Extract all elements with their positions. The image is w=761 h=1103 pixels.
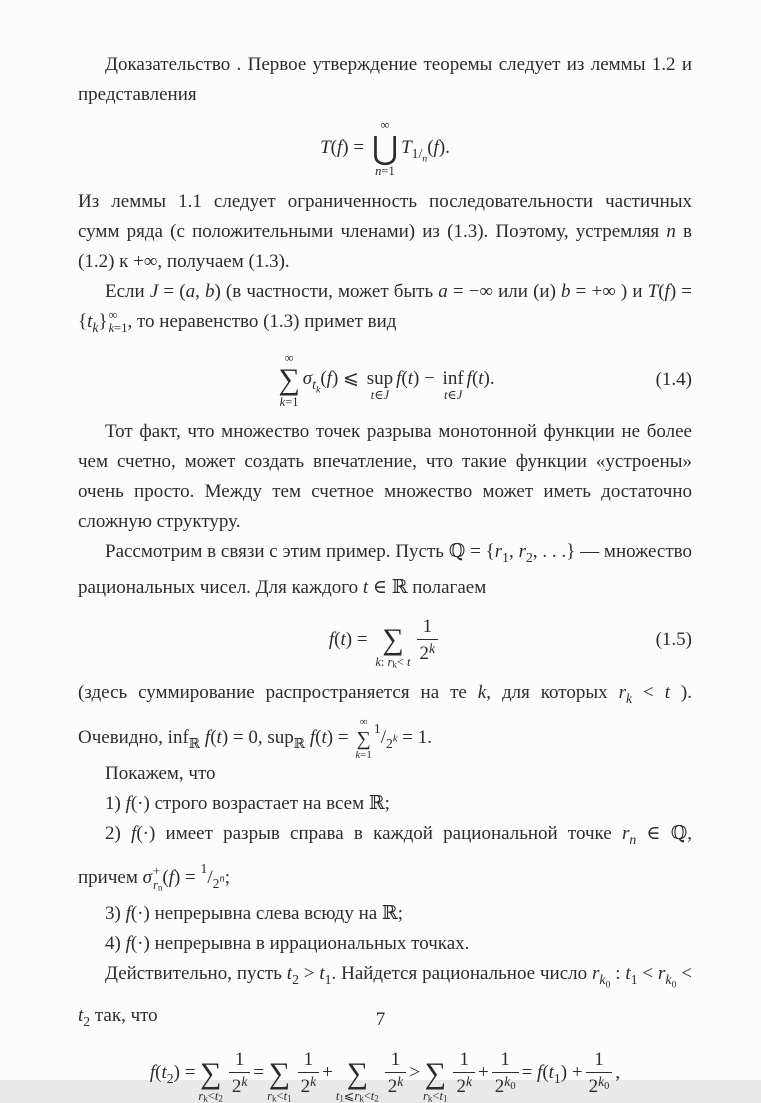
list-item-3: 3) f(·) непрерывна слева всюду на ℝ; (105, 903, 403, 925)
paragraph-interval: Если J = (a, b) (в частности, может быть a = −∞ или (и) b = +∞ ) и $T(f) = \{t_k\}$ ∞ k=1 , то неравенство (1.3) примет вид (78, 280, 692, 336)
formula-union-body: T(f) = ∞ ⋃ n=1 $T_{1/n}(f)$. (320, 118, 450, 179)
formula-tag-1-5: (1.5) (655, 629, 692, 651)
paragraph-summation-note: (здесь суммирование распространяется на те k, для которых $r_k < t$ ). Очевидно, inf$_ℝ$ f(t) = 0, sup$_ℝ$ f(t) = ∞ ∑ k=1 $^1/_2k = 1$. (78, 681, 692, 761)
paragraph-lemma-bound: Из леммы 1.1 следует ограниченность последовательности частичных сумм ряда (с положительными членами) из (1.3). Поэтому, устремляя n в (1.2) к +∞, получаем (1.3). (78, 190, 692, 272)
formula-f-definition-body: f(t) = ∑ k: rk< t $\frac{1}{2^k}$ (329, 629, 441, 650)
formula-variation-sum-body: ∞ ∑ k=1 $\sigma_{tk}(f)$ ⩽ sup t∈J f(t) − inf t∈J f(t). (278, 350, 495, 409)
paragraph-show-intro: Покажем, что (105, 762, 216, 784)
formula-tag-1-4: (1.4) (655, 368, 692, 390)
list-item-2: 2) f(·) имеет разрыв справа в каждой рациональной точке $r_n$ ∈ ℚ, причем σ + rn $(f) = ^1/_2n$; (78, 822, 693, 893)
paragraph-indeed: Действительно, пусть $t_2 > t_1$. Найдется рациональное число $r_{k0}$ : $t_1 < r_{k0} < t_2$ так, что (78, 963, 693, 1029)
formula-monotonicity-chain-body: $f(t_2)$ = ∑ rk<t2 $\frac{1}{2^k}$ = ∑ rk<t1 $\frac{1}{2^k}$ + ∑ t1⩽rk<t2 $\frac{1}{2^k}$ > ∑ rk<t1 $\frac{1}{2^k}$ + $\frac{1}{2^k0}$ = $f(t_1)$ + $\frac{1}{2^k0}$ , (149, 1049, 621, 1103)
list-item-1: 1) f(·) строго возрастает на всем ℝ; (105, 792, 390, 814)
formula-union (78, 118, 692, 179)
formula-variation-sum (78, 351, 692, 410)
list-item-4: 4) f(·) непрерывна в иррациональных точках. (105, 933, 470, 955)
page-number: 7 (375, 1009, 386, 1030)
formula-monotonicity-chain (78, 1045, 692, 1103)
formula-f-definition (78, 611, 692, 670)
paragraph-discontinuity-set: Тот факт, что множество точек разрыва монотонной функции не более чем счетно, может создать впечатление, что такие функции «устроены» очень просто. Между тем счетное множество может иметь достаточно сложную структуру. (78, 421, 692, 533)
paragraph-example-intro: Рассмотрим в связи с этим пример. Пусть ℚ = {$r_1$, $r_2$, . . .} — множество рациональных чисел. Для каждого t ∈ ℝ полагаем (78, 541, 693, 599)
paragraph-proof: Доказательство . Первое утверждение теоремы следует из леммы 1.2 и представления (78, 54, 692, 105)
